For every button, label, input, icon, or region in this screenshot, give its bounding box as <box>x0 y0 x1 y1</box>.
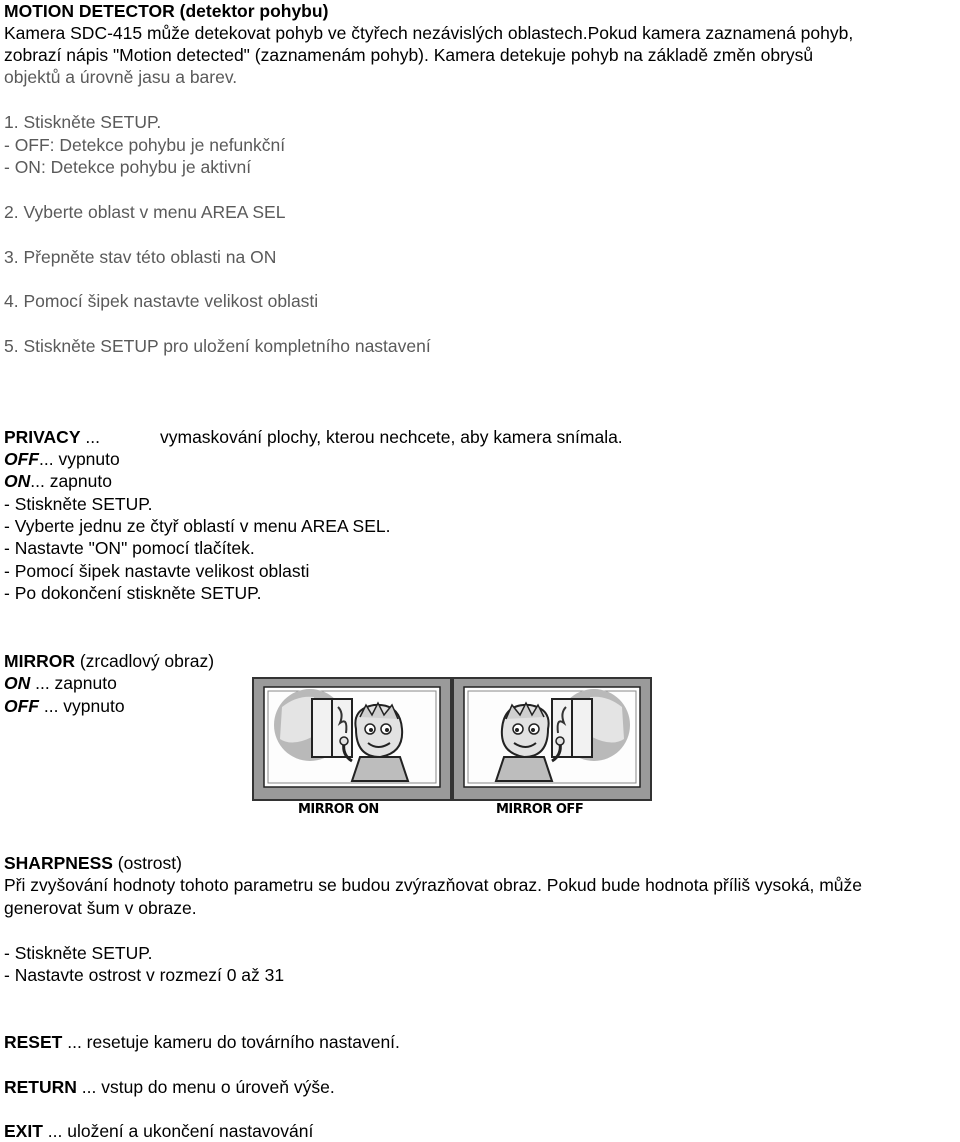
mirror-heading: MIRROR (zrcadlový obraz) <box>4 651 215 671</box>
mirror-off-caption: MIRROR OFF <box>496 802 584 817</box>
motion-step-5: 5. Stiskněte SETUP pro uložení kompletního nastavení <box>4 336 431 356</box>
sharpness-text-line1: Při zvyšování hodnoty tohoto parametru se budou zvýrazňovat obraz. Pokud bude hodnota příliš vysoká, může <box>4 875 862 895</box>
motion-off-desc: - OFF: Detekce pohybu je nefunkční <box>4 135 286 155</box>
motion-intro-line3: objektů a úrovně jasu a barev. <box>4 67 238 87</box>
privacy-heading <box>4 426 944 448</box>
privacy-label: PRIVACY <box>4 427 81 447</box>
motion-step-4: 4. Pomocí šipek nastavte velikost oblasti <box>4 291 319 311</box>
reset-line: RESET ... resetuje kameru do továrního nastavení. <box>4 1032 400 1052</box>
mirror-on-illustration <box>252 677 452 801</box>
privacy-desc: vymaskování plochy, kterou nechcete, aby kamera snímala. <box>160 427 623 447</box>
mirror-off: OFF ... vypnuto <box>4 696 125 716</box>
privacy-step-4: - Pomocí šipek nastavte velikost oblasti <box>4 561 310 581</box>
privacy-dots: ... <box>80 427 100 447</box>
return-line: RETURN ... vstup do menu o úroveň výše. <box>4 1077 335 1097</box>
motion-step-3: 3. Přepněte stav této oblasti na ON <box>4 247 277 267</box>
sharpness-text-line2: generovat šum v obraze. <box>4 898 197 918</box>
privacy-step-5: - Po dokončení stiskněte SETUP. <box>4 583 262 603</box>
privacy-off: OFF... vypnuto <box>4 449 120 469</box>
mirror-off-illustration <box>452 677 652 801</box>
motion-title: MOTION DETECTOR (detektor pohybu) <box>4 1 329 21</box>
mirror-on: ON ... zapnuto <box>4 673 117 693</box>
motion-on-desc: - ON: Detekce pohybu je aktivní <box>4 157 252 177</box>
privacy-on: ON... zapnuto <box>4 471 112 491</box>
privacy-step-3: - Nastavte "ON" pomocí tlačítek. <box>4 538 255 558</box>
motion-step-1: 1. Stiskněte SETUP. <box>4 112 162 132</box>
sharpness-step-2: - Nastavte ostrost v rozmezí 0 až 31 <box>4 965 285 985</box>
motion-intro-line2: zobrazí nápis "Motion detected" (zaznamenám pohyb). Kamera detekuje pohyb na základě změn obrysů <box>4 45 814 65</box>
exit-line: EXIT ... uložení a ukončení nastavování <box>4 1121 314 1141</box>
motion-step-2: 2. Vyberte oblast v menu AREA SEL <box>4 202 286 222</box>
privacy-step-2: - Vyberte jednu ze čtyř oblastí v menu AREA SEL. <box>4 516 391 536</box>
mirror-on-caption: MIRROR ON <box>298 802 379 817</box>
sharpness-step-1: - Stiskněte SETUP. <box>4 943 153 963</box>
privacy-step-1: - Stiskněte SETUP. <box>4 494 153 514</box>
sharpness-heading: SHARPNESS (ostrost) <box>4 853 182 873</box>
motion-intro-line1: Kamera SDC-415 může detekovat pohyb ve čtyřech nezávislých oblastech.Pokud kamera zaznamená pohyb, <box>4 23 854 43</box>
